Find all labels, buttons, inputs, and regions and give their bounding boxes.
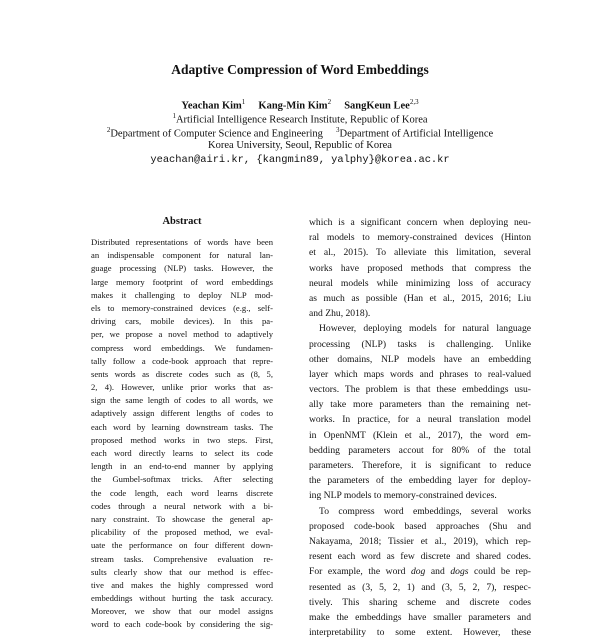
text-line: For example, the word dog and dogs could be rep- bbox=[309, 566, 531, 578]
text-line: driving cars, mobile devices). In this pa- bbox=[91, 316, 273, 327]
text-line: embeddings without hurting the task accuracy. bbox=[91, 593, 273, 604]
text-line: sign the same length of codes to all words, we bbox=[91, 395, 273, 406]
affiliation-line-1: $^1$Artificial Intelligence Research Institute, Republic of Korea bbox=[172, 112, 428, 126]
author-list bbox=[0, 98, 600, 112]
text-line: Moreover, we show that our model assigns bbox=[91, 606, 273, 617]
text-line: neural models while minimizing loss of accuracy bbox=[309, 277, 531, 289]
text-line: other domains, NLP models have an embedding bbox=[309, 353, 531, 365]
text-line: stream tasks. Comprehensive evaluation re- bbox=[91, 553, 273, 564]
affiliation-line-3: Korea University, Seoul, Republic of Korea bbox=[208, 140, 392, 151]
text-line: resented as (3, 5, 2, 1) and (3, 5, 2, 7), respec- bbox=[309, 581, 531, 593]
author-affil-mark: 2 bbox=[327, 98, 332, 106]
abstract-body bbox=[91, 236, 273, 632]
text-line: tively. This sharing scheme and discrete codes bbox=[309, 596, 531, 608]
affiliation-line-2: $^2$Department of Computer Science and Engineering $^3$Department of Artificial Intelligence bbox=[106, 126, 494, 140]
text-line: which is a significant concern when deploying neu- bbox=[309, 217, 531, 228]
text-line: layer which maps words and phrases to real-valued bbox=[309, 368, 531, 380]
text-line: Distributed representations of words have been bbox=[91, 237, 273, 247]
text-line: make the embeddings have smaller parameters and bbox=[309, 611, 531, 623]
text-line: plicability of the proposed method, we eval- bbox=[91, 527, 273, 538]
text-line: makes it challenging to deploy NLP mod- bbox=[91, 289, 273, 300]
author-affil-mark: 2,3 bbox=[409, 98, 419, 106]
text-line: adaptively assign different lengths of codes to bbox=[91, 408, 273, 419]
text-line: the code length, each word learns discrete bbox=[91, 487, 273, 498]
author-affil-mark: 1 bbox=[241, 98, 246, 106]
text-line: bedding parameters accout for 80% of the total bbox=[309, 444, 531, 456]
text-line: large memory footprint of word embeddings bbox=[91, 276, 273, 287]
text-line: sents words as discrete codes such as (8, 5, bbox=[91, 368, 273, 379]
text-line: each word by learning downstream tasks. The bbox=[91, 421, 273, 432]
text-line: ally take more parameters than the remaining net- bbox=[309, 399, 531, 411]
text-line: els to memory-constrained devices (e.g., self- bbox=[91, 302, 273, 313]
text-line: per, we propose a novel method to adaptively bbox=[91, 329, 273, 340]
abstract-heading: Abstract bbox=[162, 216, 202, 227]
text-line: resent each word as few discrete and shared codes. bbox=[309, 551, 531, 563]
text-line: et al., 2015). To alleviate this limitation, several bbox=[309, 247, 531, 259]
text-line: and Zhu, 2018). bbox=[309, 308, 371, 320]
text-line: However, deploying models for natural language bbox=[319, 323, 531, 335]
text-line: the parameters of the embedding layer for deploy- bbox=[309, 475, 531, 487]
text-line: works. In practice, for a neural translation model bbox=[309, 414, 531, 426]
text-line: processing (NLP) tasks is challenging. Unlike bbox=[309, 338, 531, 350]
text-line: ing NLP models to memory-constrained devices. bbox=[309, 490, 497, 502]
text-line: each word directly learns to select its code bbox=[91, 448, 273, 458]
text-line: the Gumbel-softmax tricks. After selecting bbox=[91, 474, 273, 485]
text-line: Nakayama, 2018; Tissier et al., 2019), which rep- bbox=[309, 535, 531, 547]
text-line: parameters. Therefore, it is significant to reduce bbox=[309, 460, 531, 471]
text-line: To compress word embeddings, several works bbox=[319, 505, 531, 517]
text-line: works have proposed methods that compress the bbox=[309, 262, 531, 274]
text-line: 2, 4). However, unlike prior works that as- bbox=[91, 382, 273, 393]
text-line: proposed code-book based approaches (Shu and bbox=[309, 520, 531, 532]
text-line: in OpenNMT (Klein et al., 2017), the word em- bbox=[309, 429, 531, 441]
text-line: uate the performance on four different down- bbox=[91, 540, 273, 551]
text-line: nary constraint. To showcase the general ap- bbox=[91, 513, 273, 524]
text-line: guage processing (NLP) tasks. However, the bbox=[91, 263, 273, 274]
text-line: interpretability to some extent. However, these bbox=[309, 627, 531, 639]
text-line: length in an end-to-end manner by applying bbox=[91, 461, 273, 472]
text-line: as much as possible (Han et al., 2015, 2016; Liu bbox=[309, 292, 531, 304]
author-name: Kang-Min Kim bbox=[258, 100, 328, 112]
text-line: proposed method works in two steps. First, bbox=[91, 434, 273, 445]
text-line: sults clearly show that our method is effec- bbox=[91, 566, 273, 577]
text-line: codes through a neural network with a bi- bbox=[91, 500, 273, 511]
intro-body bbox=[309, 215, 531, 640]
text-line: tally follow a code-book approach that repre- bbox=[91, 355, 273, 366]
text-line: ral models to memory-constrained devices (Hinton bbox=[309, 232, 531, 244]
author-name: SangKeun Lee bbox=[344, 100, 410, 112]
text-line: tive and makes the highly compressed word bbox=[91, 579, 273, 590]
text-line: word to each code-book by considering the sig- bbox=[91, 619, 273, 630]
text-line: compress word embeddings. We fundamen- bbox=[91, 342, 273, 353]
text-line: an indispensable component for natural lan- bbox=[91, 250, 273, 261]
author-emails: yeachan@airi.kr, {kangmin89, yalphy}@korea.ac.kr bbox=[150, 154, 450, 166]
author-name: Yeachan Kim bbox=[181, 100, 242, 112]
paper-title: Adaptive Compression of Word Embeddings bbox=[171, 62, 429, 77]
text-line: vectors. The problem is that these embeddings usu- bbox=[309, 384, 531, 396]
